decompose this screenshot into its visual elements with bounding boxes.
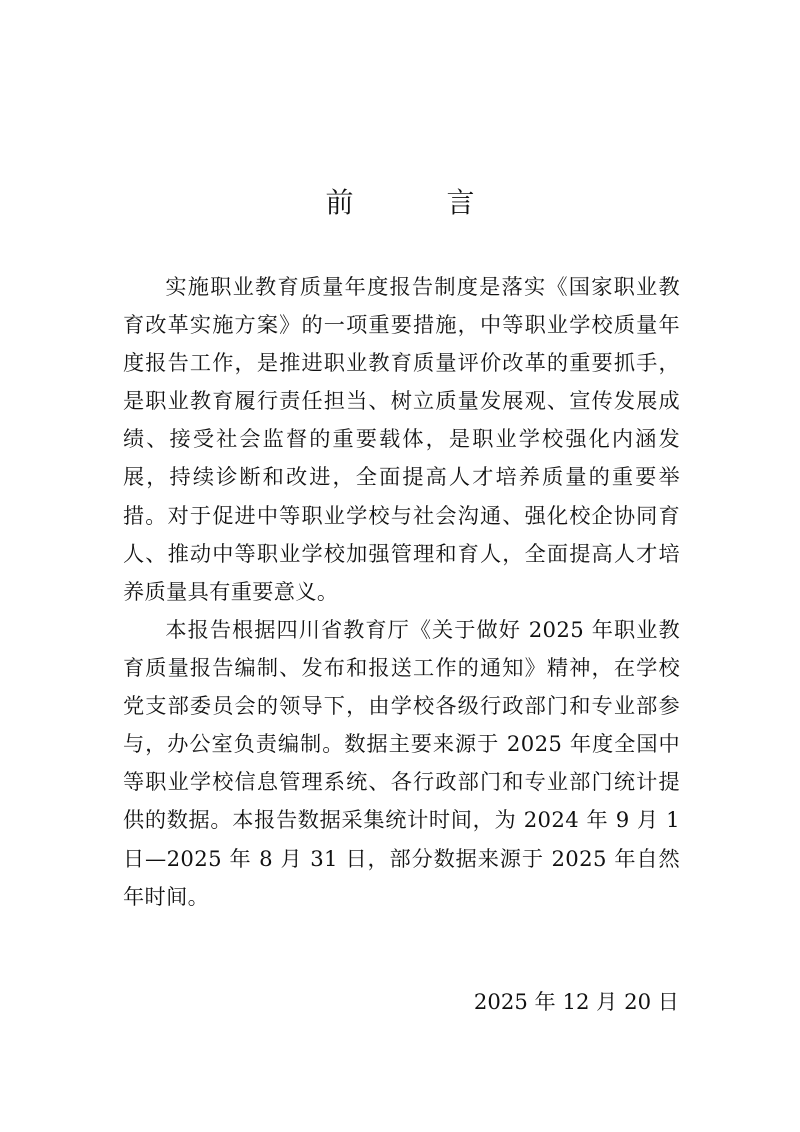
document-date: 2025 年 12 月 20 日 [473, 989, 679, 1014]
page-title: 前 言 [325, 186, 517, 219]
paragraph-1: 实施职业教育质量年度报告制度是落实《国家职业教育改革实施方案》的一项重要措施，中等职业学校质量年度报告工作，是推进职业教育质量评价改革的重要抓手，是职业教育履行责任担当、树立质量发展观、宣传发展成绩、接受社会监督的重要载体，是职业学校强化内涵发展，持续诊断和改进，全面提高人才培养质量的重要举措。对于促进中等职业学校与社会沟通、强化校企协同育人、推动中等职业学校加强管理和育人，全面提高人才培养质量具有重要意义。 [123, 274, 680, 604]
paragraph-2: 本报告根据四川省教育厅《关于做好 2025 年职业教育质量报告编制、发布和报送工作的通知》精神，在学校党支部委员会的领导下，由学校各级行政部门和专业部参与，办公室负责编制。数据主要来源于 2025 年度全国中等职业学校信息管理系统、各行政部门和专业部门统计提供的数据。本报告数据采集统计时间，为 2024 年 9 月 1 日—2025 年 8 月 31 日，部分数据来源于 2025 年自然年时间。 [123, 617, 680, 909]
